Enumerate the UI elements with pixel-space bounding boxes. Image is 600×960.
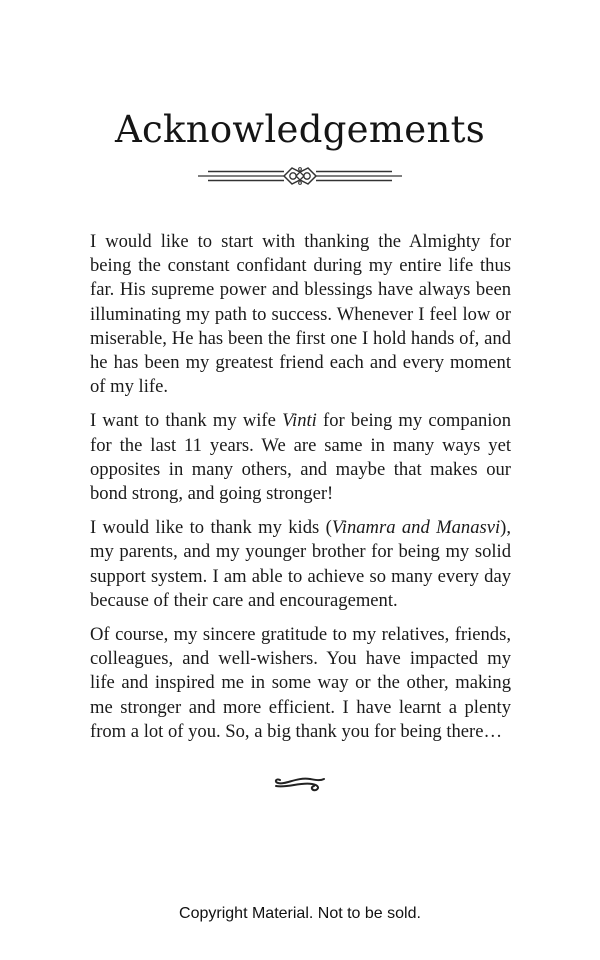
page-title: Acknowledgements	[114, 108, 486, 151]
text-segment: I would like to thank my kids (	[90, 517, 332, 539]
text-segment: ), my parents, and my younger brother for being my solid support system. I am able to achieve so many every day because of their care and encouragement.	[90, 517, 511, 611]
copyright-footer: Copyright Material. Not to be sold.	[179, 905, 421, 922]
text-segment: for being my companion for the last 11 years. We are same in many ways yet opposites in many others, and maybe that makes our bond strong, and going stronger!	[90, 410, 512, 505]
paragraph	[90, 230, 511, 399]
scroll-flourish-icon	[270, 771, 330, 795]
italic-name: Vinti	[282, 410, 317, 432]
paragraph	[90, 623, 511, 744]
paragraph	[90, 409, 511, 506]
italic-name: Vinamra and Manasvi	[331, 517, 501, 539]
acknowledgements-body	[90, 230, 511, 754]
text-segment: I would like to start with thanking the Almighty for being the constant confidant during my entire life thus far. His supreme power and blessings have always been illuminating my path to success. Whenever I feel low or miserable, He has been the first one I hold hands of, and he has been my greatest friend each and every moment of my life.	[90, 231, 511, 398]
paragraph	[90, 516, 511, 613]
text-segment: I want to thank my wife	[90, 410, 283, 432]
text-segment: Of course, my sincere gratitude to my relatives, friends, colleagues, and well-wishers. You have impacted my life and inspired me in some way or the other, making me stronger and more efficient. I have learnt a plenty from a lot of you. So, a big thank you for being there…	[90, 624, 511, 742]
ornamental-divider-icon	[198, 163, 402, 189]
